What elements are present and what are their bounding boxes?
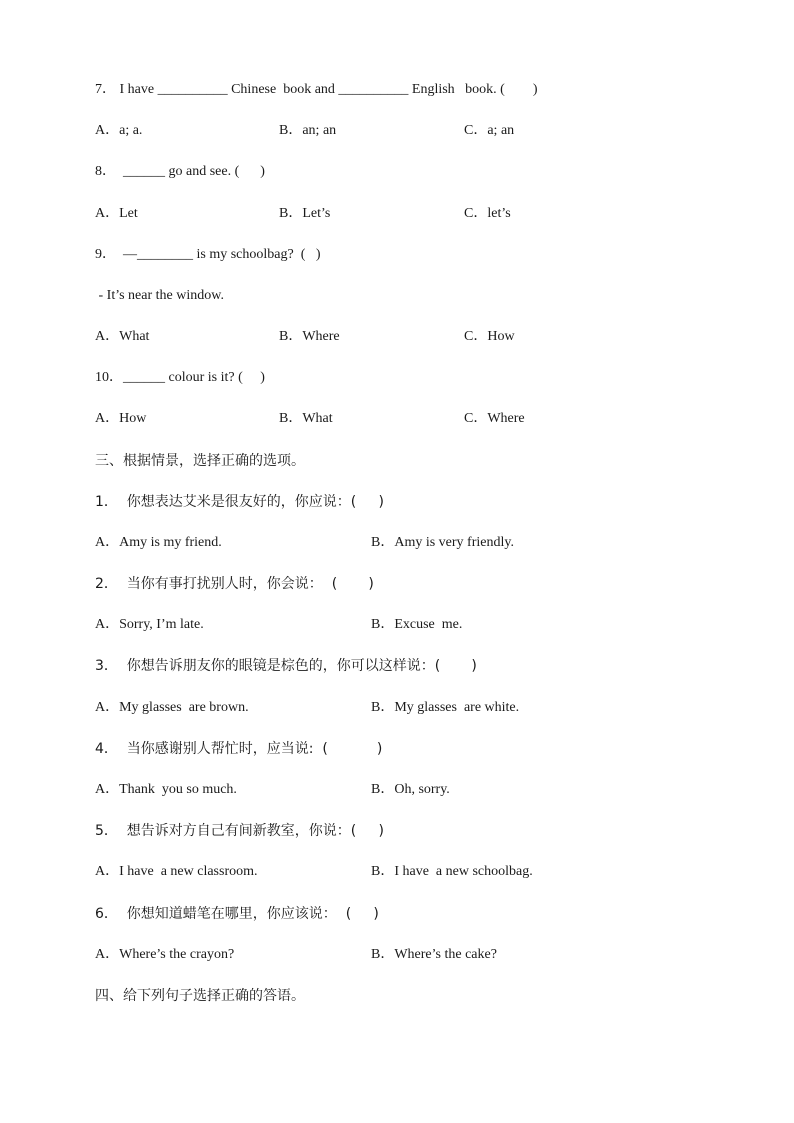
s3-option-1b: B．Amy is very friendly. — [371, 535, 514, 550]
s3-option-3b: B．My glasses are white. — [371, 700, 520, 715]
question-9: 9． —________ is my schoolbag? ( ) — [95, 247, 321, 262]
option-9c: C．How — [464, 329, 515, 344]
option-7a: A．a; a. — [95, 123, 143, 138]
s3-question-1: 1． 你想表达艾米是很友好的，你应说：( ) — [95, 494, 384, 510]
option-10c: C．Where — [464, 411, 525, 426]
section-3-heading: 三、根据情景，选择正确的选项。 — [95, 453, 305, 469]
s3-question-2: 2． 当你有事打扰别人时，你会说： ( ) — [95, 576, 374, 592]
option-8b: B．Let’s — [279, 206, 331, 221]
question-8: 8． ______ go and see. ( ) — [95, 164, 265, 179]
option-10a: A．How — [95, 411, 147, 426]
s3-question-6: 6． 你想知道蜡笔在哪里，你应该说： ( ) — [95, 906, 379, 922]
option-7c: C．a; an — [464, 123, 515, 138]
question-7: 7． I have __________ Chinese book and __________ English book. ( ) — [95, 82, 538, 97]
option-10b: B．What — [279, 411, 333, 426]
question-10: 10．______ colour is it? ( ) — [95, 370, 265, 385]
s3-question-3: 3． 你想告诉朋友你的眼镜是棕色的，你可以这样说：( ) — [95, 658, 477, 674]
s3-option-4a: A．Thank you so much. — [95, 782, 237, 797]
s3-option-6a: A．Where’s the crayon? — [95, 947, 235, 962]
s3-option-3a: A．My glasses are brown. — [95, 700, 249, 715]
s3-question-5: 5． 想告诉对方自己有间新教室，你说：( ) — [95, 823, 384, 839]
option-8a: A．Let — [95, 206, 138, 221]
option-9a: A．What — [95, 329, 150, 344]
s3-question-4: 4． 当你感谢别人帮忙时，应当说: ( ) — [95, 741, 383, 757]
s3-option-5b: B．I have a new schoolbag. — [371, 864, 533, 879]
option-8c: C．let’s — [464, 206, 511, 221]
s3-option-2a: A．Sorry, I’m late. — [95, 617, 204, 632]
s3-option-2b: B．Excuse me. — [371, 617, 463, 632]
s3-option-1a: A．Amy is my friend. — [95, 535, 222, 550]
s3-option-6b: B．Where’s the cake? — [371, 947, 497, 962]
question-9-answer-line: - It’s near the window. — [95, 288, 224, 303]
section-4-heading: 四、给下列句子选择正确的答语。 — [95, 988, 305, 1004]
option-7b: B．an; an — [279, 123, 337, 138]
s3-option-4b: B．Oh, sorry. — [371, 782, 450, 797]
s3-option-5a: A．I have a new classroom. — [95, 864, 258, 879]
option-9b: B．Where — [279, 329, 340, 344]
